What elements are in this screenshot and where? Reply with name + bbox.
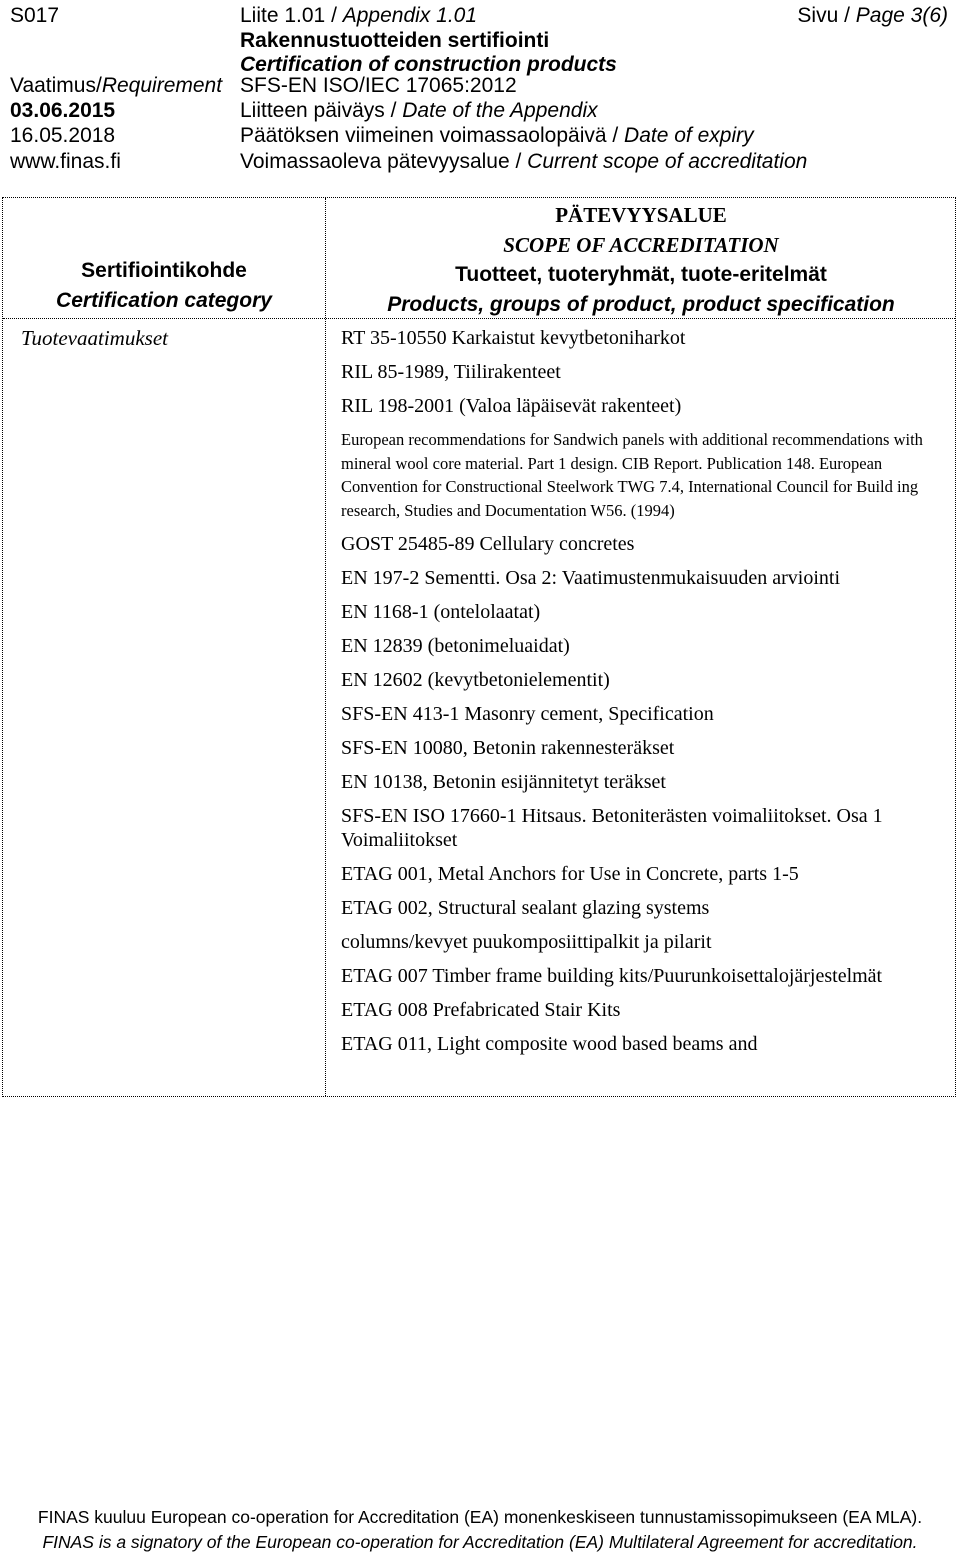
list-item: SFS-EN 413-1 Masonry cement, Specification: [341, 703, 714, 725]
scheme-en: Certification of construction products: [240, 53, 617, 76]
expiry-date: 16.05.2018: [10, 124, 116, 147]
category-cell: Tuotevaatimukset: [21, 326, 168, 350]
certification-category-fi: Sertifiointikohde: [81, 259, 247, 282]
list-item: EN 1168-1 (ontelolaatat): [341, 601, 541, 623]
page-number: Sivu / Page 3(6): [797, 4, 948, 27]
right-column-header: [325, 200, 957, 320]
list-item: ETAG 002, Structural sealant glazing systems: [341, 897, 710, 919]
scope-title-en: SCOPE OF ACCREDITATION: [503, 233, 779, 257]
scheme-fi: Rakennustuotteiden sertifiointi: [240, 29, 550, 52]
list-item: RIL 198-2001 (Valoa läpäisevät rakenteet): [341, 395, 682, 417]
list-item: RT 35-10550 Karkaistut kevytbetoniharkot: [341, 327, 686, 349]
document-header: [0, 0, 960, 180]
list-item: ETAG 001, Metal Anchors for Use in Concrete, parts 1-5: [341, 863, 799, 885]
products-header-en: Products, groups of product, product specification: [387, 293, 895, 316]
list-item: GOST 25485-89 Cellulary concretes: [341, 533, 635, 555]
list-item: EN 12839 (betonimeluaidat): [341, 635, 570, 657]
website-link[interactable]: www.finas.fi: [10, 150, 121, 173]
list-item: SFS-EN 10080, Betonin rakennesteräkset: [341, 737, 675, 759]
list-item: EN 12602 (kevytbetonielementit): [341, 669, 610, 691]
list-item: columns/kevyet puukomposiittipalkit ja pilarit: [341, 931, 712, 953]
list-item: ETAG 011, Light composite wood based beams and: [341, 1033, 758, 1055]
list-item: European recommendations for Sandwich panels with additional recommendations with mineral wool core material. Part 1 design. CIB Report. Publication 148. European Convention for Constructional Steelwork TWG 7.4, International Council for Build ing research, Studies and Documentation W56. (1994): [341, 430, 923, 520]
list-item: ETAG 008 Prefabricated Stair Kits: [341, 999, 621, 1021]
appendix-date: 03.06.2015: [10, 99, 116, 122]
document-footer: [0, 1505, 960, 1555]
requirement-label: Vaatimus/Requirement: [10, 74, 223, 97]
list-item: EN 10138, Betonin esijännitetyt teräkset: [341, 771, 666, 793]
expiry-label: Päätöksen viimeinen voimassaolopäivä / Date of expiry: [240, 124, 754, 147]
appendix-label: Liite 1.01 / Appendix 1.01: [240, 4, 478, 27]
footer-line-en: FINAS is a signatory of the European co-operation for Accreditation (EA) Multilateral Agreement for accreditation.: [42, 1532, 918, 1552]
list-item: EN 197-2 Sementti. Osa 2: Vaatimustenmukaisuuden arviointi: [341, 567, 841, 589]
column-divider: [325, 198, 326, 1096]
footer-line-fi: FINAS kuuluu European co-operation for Accreditation (EA) monenkeskiseen tunnustamissopimukseen (EA MLA).: [37, 1507, 923, 1527]
products-header-fi: Tuotteet, tuoteryhmät, tuote-eritelmät: [455, 263, 827, 286]
left-column-header: [3, 256, 325, 316]
product-list: [341, 326, 947, 1066]
list-item: ETAG 007 Timber frame building kits/Puurunkoisettalojärjestelmät: [341, 965, 883, 987]
scope-title-fi: PÄTEVYYSALUE: [555, 203, 727, 227]
requirement-value: SFS-EN ISO/IEC 17065:2012: [240, 74, 517, 97]
scope-label: Voimassaoleva pätevyysalue / Current scope of accreditation: [240, 150, 808, 173]
doc-code: S017: [10, 4, 60, 27]
list-item: SFS-EN ISO 17660-1 Hitsaus. Betoniterästen voimaliitokset. Osa 1 Voimaliitokset: [341, 805, 883, 851]
scope-table: [2, 197, 956, 1097]
certification-category-en: Certification category: [56, 289, 272, 312]
list-item: RIL 85-1989, Tiilirakenteet: [341, 361, 561, 383]
appendix-date-label: Liitteen päiväys / Date of the Appendix: [240, 99, 598, 122]
